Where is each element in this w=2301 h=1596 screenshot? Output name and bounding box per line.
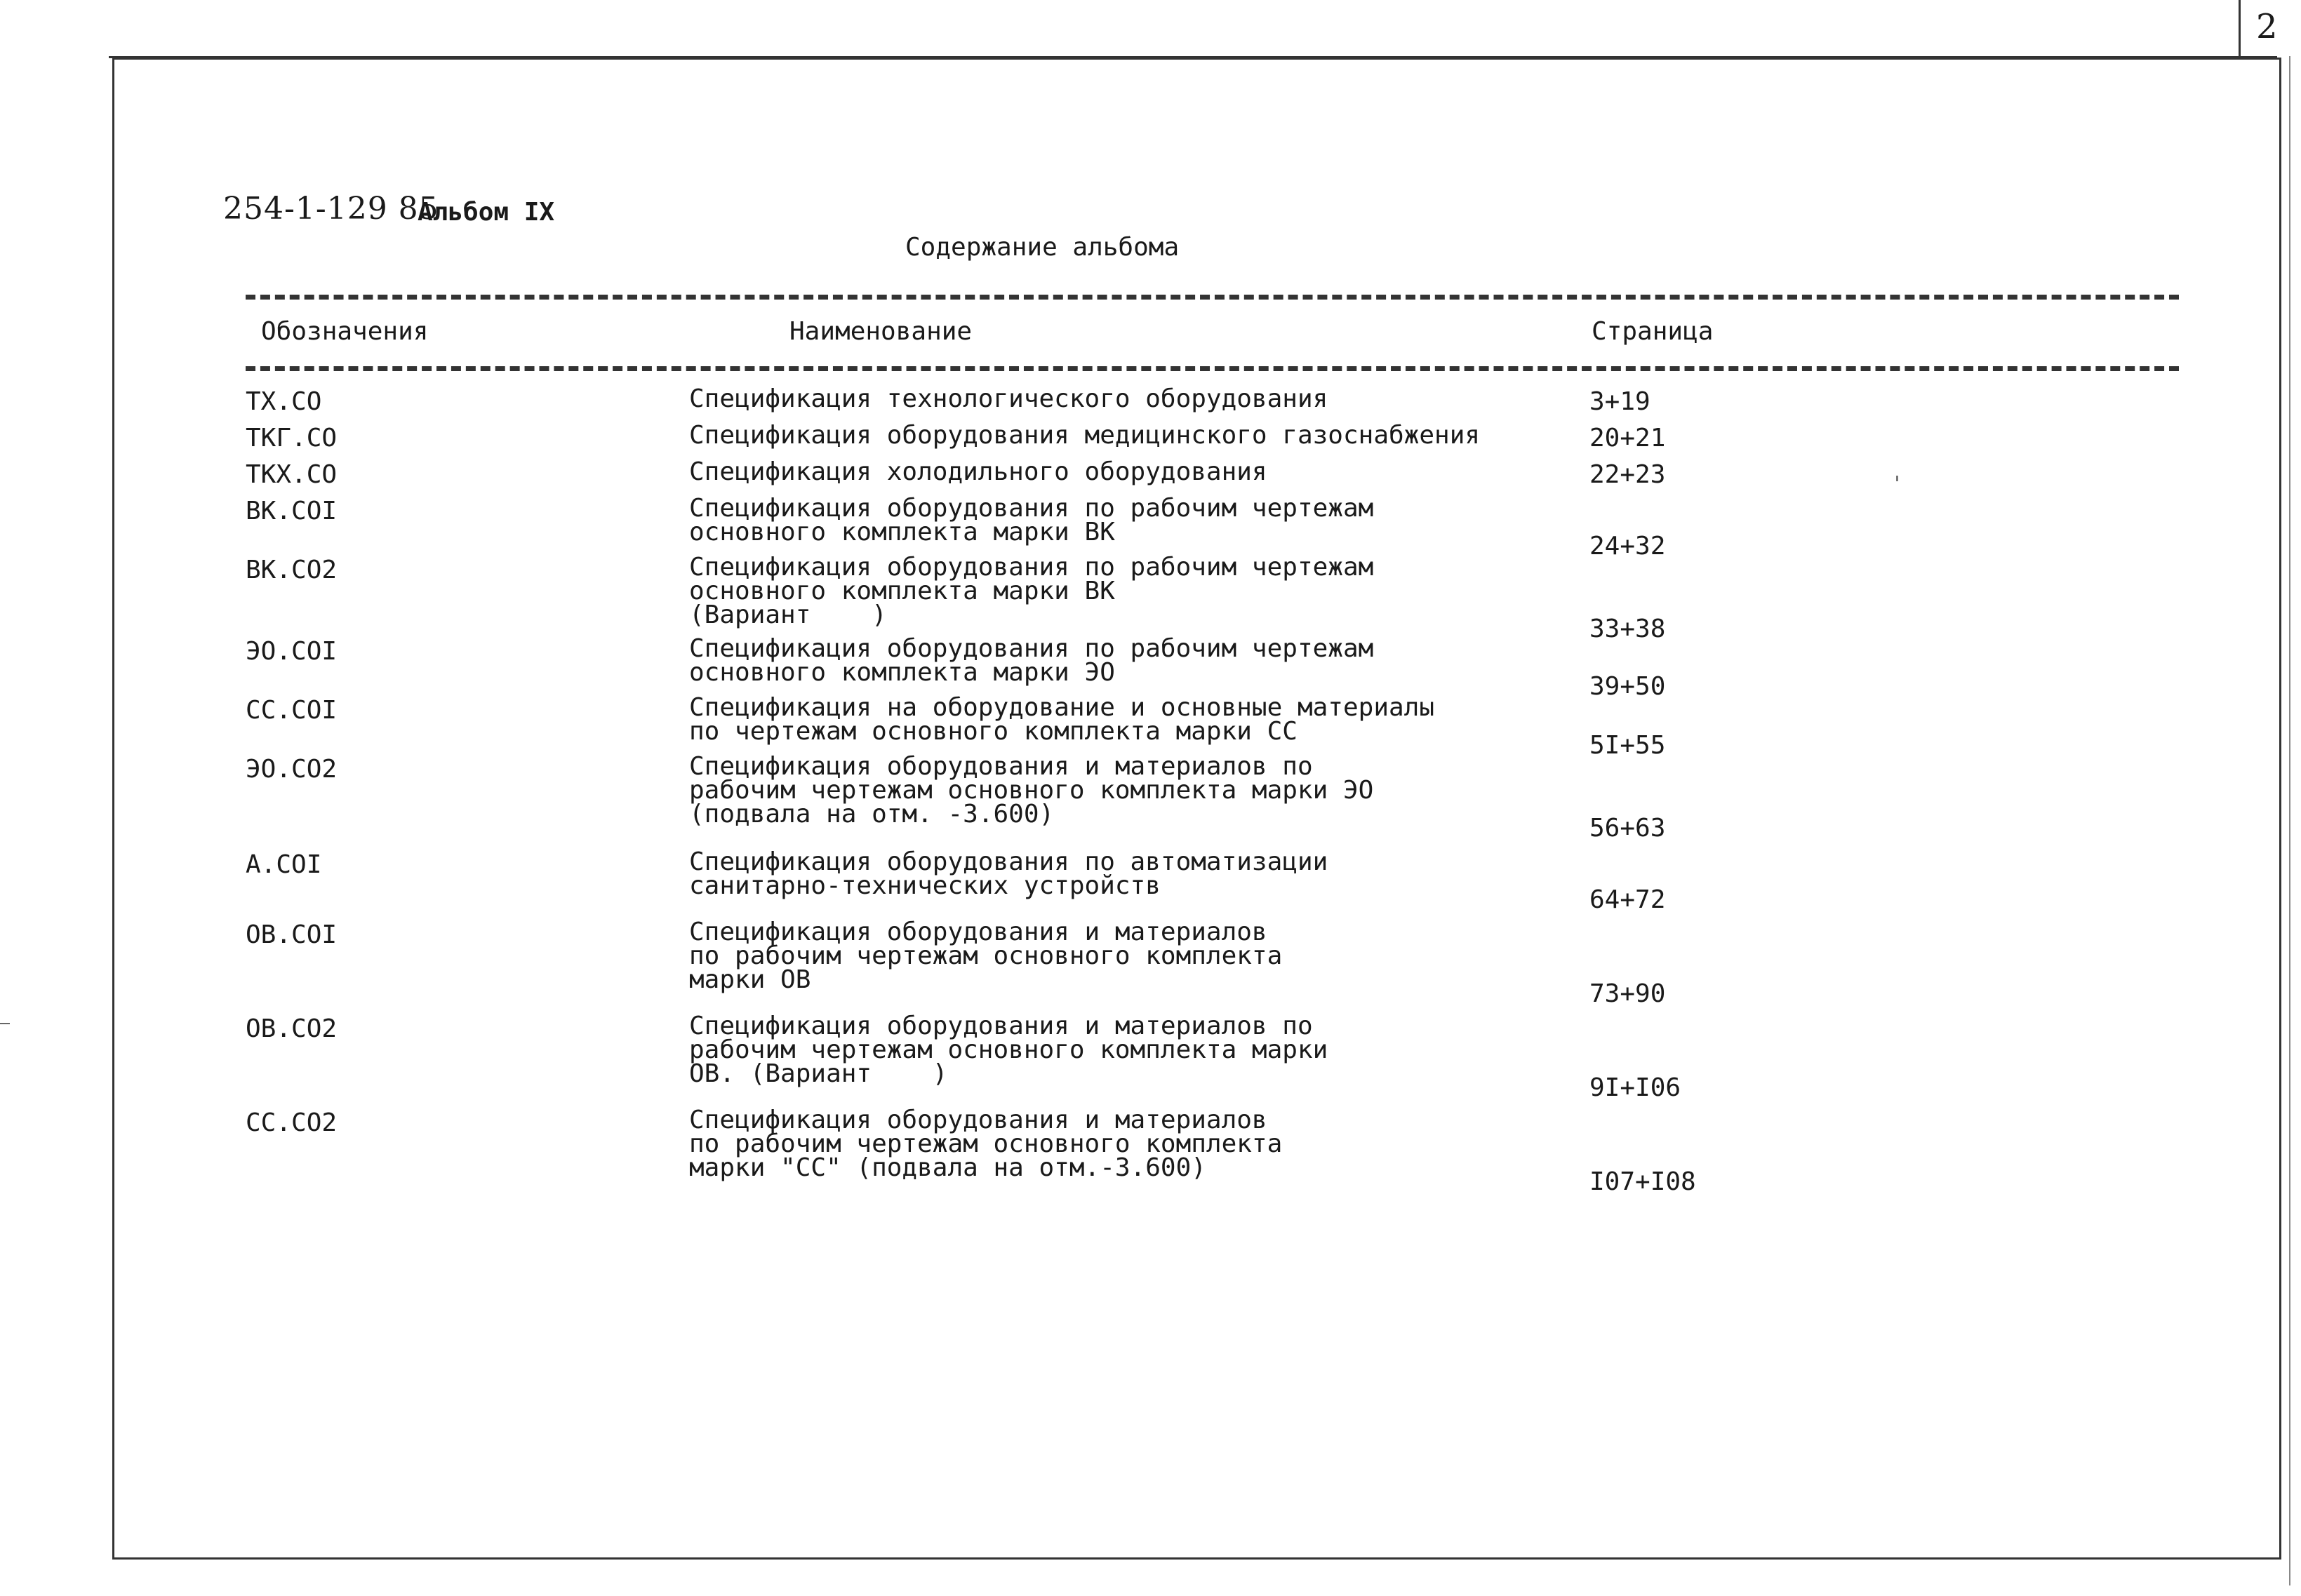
row-name xyxy=(689,457,1267,486)
row-name-line: марки ОВ xyxy=(689,965,811,994)
row-name-line: Спецификация технологического оборудования xyxy=(689,384,1328,413)
row-name xyxy=(689,847,1328,900)
row-pages: 56+63 xyxy=(1589,814,1666,843)
column-header-name: Наименование xyxy=(789,317,973,346)
row-name-line: по рабочим чертежам основного комплекта xyxy=(689,1129,1283,1158)
row-name-line: основного комплекта марки ЭО xyxy=(689,658,1115,687)
row-name-line: Спецификация холодильного оборудования xyxy=(689,457,1267,486)
row-pages: 5I+55 xyxy=(1589,731,1666,760)
frame-top-line xyxy=(109,56,2277,58)
row-name xyxy=(689,1014,1328,1086)
row-designation: СС.СО2 xyxy=(246,1108,338,1137)
row-pages: I07+I08 xyxy=(1589,1167,1696,1196)
row-name-line: (Вариант ) xyxy=(689,601,887,629)
row-pages: 64+72 xyxy=(1589,885,1666,914)
row-designation: ЭО.СОI xyxy=(246,637,338,666)
row-pages: 39+50 xyxy=(1589,672,1666,701)
row-pages: 33+38 xyxy=(1589,615,1666,643)
row-designation: ТКХ.СО xyxy=(246,460,338,489)
row-name-line: Спецификация оборудования и материалов xyxy=(689,918,1267,946)
row-name xyxy=(689,693,1435,746)
row-pages: 3+19 xyxy=(1589,387,1650,416)
row-name xyxy=(689,752,1374,829)
row-name-line: Спецификация оборудования и материалов по xyxy=(689,752,1313,781)
row-pages: 73+90 xyxy=(1589,979,1666,1008)
row-name-line: основного комплекта марки ВК xyxy=(689,518,1115,546)
row-designation: ВК.СОI xyxy=(246,497,338,525)
scan-dot xyxy=(1896,476,1898,481)
row-pages: 22+23 xyxy=(1589,460,1666,489)
column-header-page: Страница xyxy=(1592,317,1714,346)
row-name-line: по рабочим чертежам основного комплекта xyxy=(689,941,1283,970)
row-designation: СС.СОI xyxy=(246,696,338,725)
row-name-line: санитарно-технических устройств xyxy=(689,871,1161,900)
table-header-divider xyxy=(246,366,2179,371)
row-name xyxy=(689,384,1328,413)
row-designation: ОВ.СО2 xyxy=(246,1014,338,1043)
row-name-line: рабочим чертежам основного комплекта марки ЭО xyxy=(689,776,1374,805)
row-name-line: марки "СС" (подвала на отм.-3.600) xyxy=(689,1153,1206,1182)
row-name-line: Спецификация оборудования медицинского газоснабжения xyxy=(689,421,1481,450)
row-name-line: Спецификация оборудования по рабочим чертежам xyxy=(689,494,1374,523)
row-name-line: основного комплекта марки ВК xyxy=(689,577,1115,605)
row-name-line: Спецификация оборудования и материалов xyxy=(689,1106,1267,1134)
row-name-line: Спецификация оборудования и материалов по xyxy=(689,1012,1313,1040)
row-name-line: рабочим чертежам основного комплекта марки xyxy=(689,1035,1328,1064)
album-label: Альбом IX xyxy=(418,198,555,227)
edge-mark xyxy=(0,1023,10,1024)
right-edge-line xyxy=(2289,56,2290,1585)
row-designation: ОВ.СОI xyxy=(246,920,338,949)
row-designation: ЭО.СО2 xyxy=(246,755,338,784)
row-name xyxy=(689,920,1282,992)
row-name-line: Спецификация оборудования по рабочим чертежам xyxy=(689,553,1374,582)
row-name-line: ОВ. (Вариант ) xyxy=(689,1059,948,1088)
row-pages: 20+21 xyxy=(1589,424,1666,452)
row-name xyxy=(689,634,1374,687)
row-pages: 24+32 xyxy=(1589,532,1666,561)
row-name-line: Спецификация оборудования по автоматизации xyxy=(689,847,1328,876)
row-designation: ТХ.СО xyxy=(246,387,322,416)
row-name-line: Спецификация оборудования по рабочим чертежам xyxy=(689,634,1374,663)
column-header-designation: Обозначения xyxy=(261,317,429,346)
row-designation: А.СОI xyxy=(246,850,322,879)
row-pages: 9I+I06 xyxy=(1589,1073,1681,1102)
row-name-line: Спецификация на оборудование и основные материалы xyxy=(689,693,1435,722)
row-name xyxy=(689,553,1374,629)
row-name-line: (подвала на отм. -3.600) xyxy=(689,800,1055,829)
row-designation: ТКГ.СО xyxy=(246,424,338,452)
row-name xyxy=(689,421,1481,450)
table-top-divider xyxy=(246,295,2179,300)
row-name-line: по чертежам основного комплекта марки СС xyxy=(689,717,1298,746)
page-number: 2 xyxy=(2256,7,2278,46)
document-code: 254-1-129 85 xyxy=(223,191,439,227)
page-title: Содержание альбома xyxy=(905,233,1180,262)
row-designation: ВК.СО2 xyxy=(246,556,338,584)
row-name xyxy=(689,494,1374,546)
row-name xyxy=(689,1108,1282,1180)
